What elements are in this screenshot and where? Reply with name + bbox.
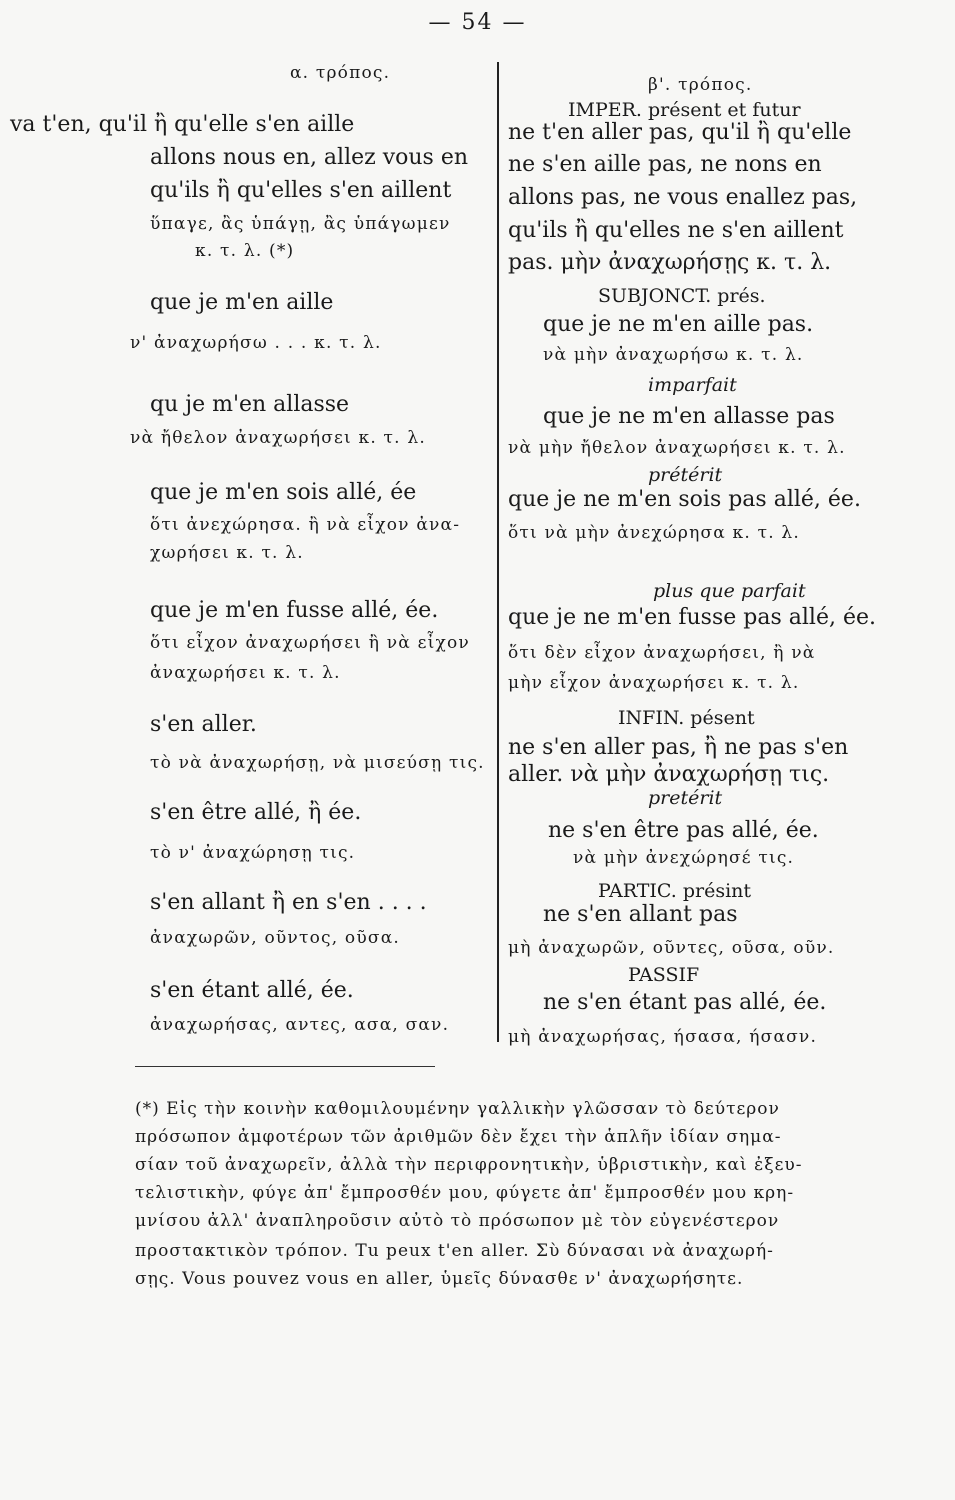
- right-line: aller. νὰ μὴν ἀναχωρήσῃ τις.: [508, 762, 830, 787]
- right-line: que je ne m'en sois pas allé, ée.: [508, 487, 861, 512]
- right-line: νὰ μὴν ἀνεχώρησέ τις.: [573, 848, 795, 868]
- left-line: s'en aller.: [150, 712, 257, 737]
- left-line: κ. τ. λ. (*): [195, 241, 295, 261]
- right-line: ne t'en aller pas, qu'il ἢ qu'elle: [508, 120, 852, 145]
- left-line: allons nous en, allez vous en: [150, 145, 469, 170]
- left-line: ἀναχωρήσει κ. τ. λ.: [150, 663, 341, 683]
- footnote-line: πρόσωπον ἀμφοτέρων τῶν ἀριθμῶν δὲν ἔχει τὴν ἁπλῆν ἰδίαν σημα-: [135, 1127, 782, 1147]
- footnote-rule: [135, 1066, 435, 1067]
- right-line: qu'ils ἢ qu'elles ne s'en aillent: [508, 218, 844, 243]
- footnote-line: σῃς. Vous pouvez vous en aller, ὑμεῖς δύνασθε ν' ἀναχωρήσητε.: [135, 1269, 744, 1289]
- right-line: ne s'en aller pas, ἢ ne pas s'en: [508, 735, 849, 760]
- right-line: ne s'en allant pas: [543, 902, 738, 927]
- left-line: ὅτι ἀνεχώρησα. ἢ νὰ εἶχον ἀνα-: [150, 515, 461, 535]
- left-line: qu je m'en allasse: [150, 392, 350, 417]
- right-line: μὴν εἶχον ἀναχωρήσει κ. τ. λ.: [508, 673, 800, 693]
- left-line: χωρήσει κ. τ. λ.: [150, 543, 304, 563]
- footnote-line: προστακτικὸν τρόπον. Tu peux t'en aller. Σὺ δύνασαι νὰ ἀναχωρή-: [135, 1241, 774, 1261]
- footnote-line: τελιστικὴν, φύγε ἀπ' ἔμπροσθέν μου, φύγετε ἀπ' ἔμπροσθέν μου κρη-: [135, 1183, 795, 1203]
- left-line: que je m'en aille: [150, 290, 334, 315]
- right-line: plus que parfait: [653, 580, 806, 602]
- left-line: ἀναχωρῶν, οῦντος, οῦσα.: [150, 928, 400, 948]
- left-column-heading: α. τρόπος.: [290, 63, 391, 83]
- right-column-heading: β'. τρόπος.: [648, 75, 753, 95]
- left-line: va t'en, qu'il ἢ qu'elle s'en aille: [10, 112, 355, 137]
- left-line: s'en étant allé, ée.: [150, 978, 354, 1003]
- left-line: ν' ἀναχωρήσω . . . κ. τ. λ.: [130, 333, 382, 353]
- left-line: τὸ νὰ ἀναχωρήσῃ, νὰ μισεύσῃ τις.: [150, 753, 485, 773]
- footnote-line: μνίσου ἀλλ' ἀναπληροῦσιν αὐτὸ τὸ πρόσωπον μὲ τὸν εὐγενέστερον: [135, 1211, 780, 1231]
- right-line: μὴ ἀναχωρῶν, οῦντες, οῦσα, οῦν.: [508, 938, 835, 958]
- left-line: ἀναχωρήσας, αντες, ασα, σαν.: [150, 1015, 450, 1035]
- footnote-line: (*) Εἰς τὴν κοινὴν καθομιλουμένην γαλλικὴν γλῶσσαν τὸ δεύτερον: [135, 1099, 780, 1119]
- right-line: ne s'en étant pas allé, ée.: [543, 990, 827, 1015]
- right-line: μὴ ἀναχωρήσας, ήσασα, ήσασν.: [508, 1027, 818, 1047]
- right-line: ὅτι δὲν εἶχον ἀναχωρήσει, ἢ νὰ: [508, 643, 816, 663]
- left-line: qu'ils ἢ qu'elles s'en aillent: [150, 178, 452, 203]
- right-line: PASSIF: [628, 964, 700, 986]
- column-divider: [497, 62, 499, 1042]
- left-line: que je m'en sois allé, ée: [150, 480, 417, 505]
- right-line: IMPER. présent et futur: [568, 99, 801, 121]
- right-line: νὰ μὴν ἤθελον ἀναχωρήσει κ. τ. λ.: [508, 438, 846, 458]
- right-line: νὰ μὴν ἀναχωρήσω κ. τ. λ.: [543, 345, 804, 365]
- right-line: pretérit: [648, 787, 723, 809]
- right-line: ne s'en être pas allé, ée.: [548, 818, 819, 843]
- left-line: ὕπαγε, ἂς ὑπάγῃ, ἂς ὑπάγωμεν: [150, 214, 451, 234]
- right-line: que je ne m'en allasse pas: [543, 404, 835, 429]
- left-line: s'en être allé, ἢ ée.: [150, 800, 362, 825]
- left-line: τὸ ν' ἀναχώρησῃ τις.: [150, 843, 356, 863]
- right-line: ὅτι νὰ μὴν ἀνεχώρησα κ. τ. λ.: [508, 523, 800, 543]
- right-line: prétérit: [648, 464, 723, 486]
- right-line: imparfait: [648, 374, 737, 396]
- right-line: allons pas, ne vous enallez pas,: [508, 185, 858, 210]
- footnote-line: σίαν τοῦ ἀναχωρεῖν, ἀλλὰ τὴν περιφρονητικὴν, ὑβριστικὴν, καὶ ἐξευ-: [135, 1155, 803, 1175]
- right-line: ne s'en aille pas, ne nons en: [508, 152, 822, 177]
- left-line: νὰ ἤθελον ἀναχωρήσει κ. τ. λ.: [130, 428, 426, 448]
- right-line: PARTIC. présint: [598, 880, 752, 902]
- left-line: que je m'en fusse allé, ée.: [150, 598, 439, 623]
- right-line: SUBJONCT. prés.: [598, 285, 766, 307]
- right-line: INFIN. pésent: [618, 707, 755, 729]
- page-number: — 54 —: [428, 10, 527, 35]
- left-line: ὅτι εἶχον ἀναχωρήσει ἢ νὰ εἶχον: [150, 633, 470, 653]
- right-line: pas. μὴν ἀναχωρήσῃς κ. τ. λ.: [508, 250, 832, 275]
- right-line: que je ne m'en fusse pas allé, ée.: [508, 605, 876, 630]
- right-line: que je ne m'en aille pas.: [543, 312, 814, 337]
- left-line: s'en allant ἢ en s'en . . . .: [150, 890, 427, 915]
